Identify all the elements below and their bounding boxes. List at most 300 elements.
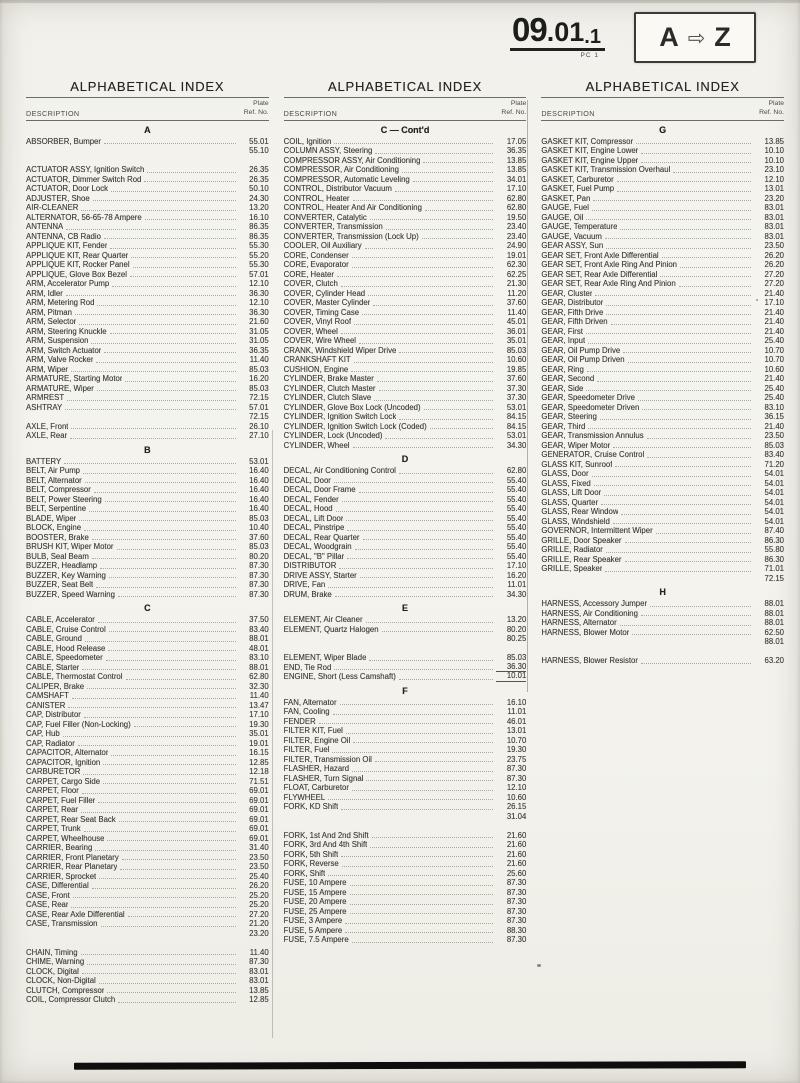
- index-row: [284, 926, 527, 936]
- index-row: [284, 260, 527, 270]
- dot-leader: [355, 549, 494, 550]
- dot-leader: [641, 162, 751, 163]
- entry-description: HARNESS, Blower Motor: [541, 627, 630, 637]
- dot-leader: [647, 457, 751, 458]
- dot-leader: [319, 723, 494, 724]
- index-row: [26, 279, 269, 289]
- entry-description: CYLINDER, Wheel: [283, 440, 350, 450]
- index-row: [284, 717, 527, 727]
- dot-leader: [641, 663, 751, 664]
- entry-description: FUSE, 25 Ampere: [283, 906, 347, 916]
- dot-leader: [83, 774, 235, 775]
- entry-ref-no: 19.50: [506, 212, 527, 222]
- index-row: [26, 891, 269, 901]
- dot-leader: [353, 200, 494, 201]
- index-row: [26, 739, 269, 749]
- entry-description: CONTROL, Heater And Air Conditioning: [283, 203, 422, 213]
- index-row: [26, 571, 269, 581]
- index-row: [26, 976, 269, 986]
- entry-ref-no: 46.01: [506, 716, 527, 726]
- dot-leader: [92, 558, 236, 559]
- dot-leader: [81, 812, 236, 813]
- entry-ref-no: 13.20: [506, 615, 527, 625]
- entry-ref-no: 37.30: [506, 383, 527, 393]
- index-row: [26, 777, 269, 787]
- dot-leader: [335, 596, 494, 597]
- entry-ref-no: 55.40: [506, 523, 527, 533]
- index-row: [26, 346, 269, 356]
- entry-ref-no: 62.30: [506, 260, 527, 270]
- entry-ref-no: 16.15: [249, 748, 269, 758]
- index-row: [284, 222, 527, 232]
- index-row: [541, 213, 784, 223]
- index-row: [26, 986, 269, 996]
- entry-description: COIL, Ignition: [283, 136, 332, 146]
- index-row: [26, 995, 269, 1005]
- dot-leader: [101, 926, 236, 927]
- dot-leader: [366, 780, 493, 781]
- entry-description: GASKET KIT, Engine Lower: [541, 146, 639, 156]
- entry-description: GEAR, Transmission Annulus: [541, 431, 644, 441]
- entry-ref-no: 23.20: [249, 928, 269, 938]
- entry-ref-no: 17.10: [764, 298, 785, 308]
- dot-leader: [67, 400, 236, 401]
- entry-ref-no: 54.01: [764, 507, 785, 517]
- index-row: [26, 615, 269, 625]
- index-row: [541, 488, 784, 498]
- entry-description: FORK, Reverse: [283, 859, 339, 869]
- dot-leader: [642, 409, 751, 410]
- entry-description: GLASS, Fixed: [541, 478, 591, 488]
- dot-leader: [353, 447, 494, 448]
- dot-leader: [593, 200, 751, 201]
- dot-leader: [109, 631, 236, 632]
- index-row: [26, 682, 269, 692]
- entry-ref-no: 23.10: [764, 165, 785, 175]
- index-row-continuation: [284, 634, 527, 644]
- entry-ref-no: 17.10: [506, 561, 527, 571]
- entry-ref-no: 80.20: [249, 551, 269, 561]
- entry-description: COVER, Master Cylinder: [283, 298, 371, 308]
- dot-leader: [613, 523, 751, 524]
- entry-ref-no: 21.40: [764, 317, 785, 327]
- dot-leader: [71, 428, 235, 429]
- section-letter: F: [402, 685, 408, 696]
- index-row: [541, 498, 784, 508]
- entry-ref-no: 86.30: [764, 554, 785, 564]
- index-row: [26, 355, 269, 365]
- entry-description: CLOCK, Non-Digital: [26, 976, 96, 986]
- index-row: [541, 469, 784, 479]
- dot-leader: [92, 888, 236, 889]
- dot-leader: [72, 698, 236, 699]
- index-row: [284, 745, 527, 755]
- index-row: [284, 764, 527, 774]
- index-row: [541, 545, 784, 555]
- entry-description: BATTERY: [26, 456, 62, 466]
- entry-ref-no: 62.80: [506, 203, 527, 213]
- dot-leader: [332, 752, 493, 753]
- entry-ref-no: 23.50: [764, 241, 785, 251]
- entry-ref-no: 24.90: [506, 241, 527, 251]
- index-row-continuation: [26, 146, 269, 156]
- entry-description: CASE, Front: [26, 890, 70, 900]
- entry-description: DECAL, Air Conditioning Control: [283, 466, 396, 476]
- entry-description: CANISTER: [26, 700, 66, 710]
- index-row-continuation: [26, 929, 269, 939]
- entry-description: CARPET, Trunk: [26, 824, 81, 834]
- entry-ref-no: 62.25: [506, 269, 527, 279]
- entry-ref-no: 21.60: [506, 849, 527, 859]
- entry-ref-no: 26.35: [249, 165, 269, 175]
- index-row: [26, 232, 269, 242]
- entry-description: CARPET, Floor: [26, 786, 79, 796]
- entry-description: BELT, Serpentine: [26, 504, 87, 514]
- entry-description: COVER, Wire Wheel: [283, 336, 357, 346]
- index-row: [541, 232, 784, 242]
- entry-ref-no: 87.30: [506, 935, 527, 945]
- dot-leader: [373, 305, 493, 306]
- index-row: [284, 571, 527, 581]
- entry-ref-no: 88.01: [764, 608, 785, 618]
- index-row: [284, 156, 527, 166]
- index-row: [541, 298, 784, 308]
- index-row: [26, 672, 269, 682]
- entry-description: APPLIQUE KIT, Fender: [26, 241, 108, 251]
- entry-ref-no: 11.20: [507, 288, 527, 298]
- entry-description: CHAIN, Timing: [26, 947, 78, 957]
- entry-description: FUSE, 20 Ampere: [283, 897, 347, 907]
- dot-leader: [353, 742, 493, 743]
- entry-ref-no: 69.01: [249, 786, 269, 796]
- dot-leader: [413, 181, 494, 182]
- index-row: [541, 599, 784, 609]
- entry-description: FLYWHEEL: [283, 792, 326, 802]
- index-row: [26, 967, 269, 977]
- entry-ref-no: 12.85: [249, 995, 269, 1005]
- entry-description: COMPRESSOR ASSY, Air Conditioning: [283, 155, 421, 165]
- entry-description: ELEMENT, Quartz Halogen: [283, 624, 379, 634]
- entry-description: GEAR, Fifth Driven: [541, 317, 608, 327]
- entry-ref-no: 16.40: [249, 494, 269, 504]
- dot-leader: [106, 660, 236, 661]
- entry-ref-no: 26.20: [249, 881, 269, 891]
- dot-leader: [144, 181, 235, 182]
- entry-ref-no: 13.85: [506, 155, 527, 165]
- dot-leader: [96, 362, 235, 363]
- entry-description: CAP, Radiator: [26, 738, 75, 748]
- entry-description: BUZZER, Seat Belt: [26, 580, 94, 590]
- index-row: [26, 767, 269, 777]
- dot-leader: [352, 267, 494, 268]
- entry-ref-no: 85.03: [506, 345, 527, 355]
- dot-leader: [99, 878, 235, 879]
- entry-ref-no: 21.60: [249, 317, 269, 327]
- index-row: [541, 403, 784, 413]
- entry-description: FUSE, 10 Ampere: [283, 878, 347, 888]
- entry-description: FORK, Shift: [283, 868, 326, 878]
- dot-leader: [350, 913, 494, 914]
- entry-description: FUSE, 15 Ampere: [283, 887, 347, 897]
- entry-description: ARM, Suspension: [26, 336, 89, 346]
- index-row: [26, 634, 269, 644]
- dot-leader: [372, 837, 494, 838]
- index-row: [541, 336, 784, 346]
- index-row: [541, 156, 784, 166]
- entry-description: FILTER, Transmission Oil: [283, 754, 372, 764]
- index-row: [284, 298, 527, 308]
- entry-description: CABLE, Thermostat Control: [26, 672, 123, 682]
- entry-description: GEAR, Side: [541, 383, 584, 393]
- entry-ref-no: 55.20: [249, 250, 269, 260]
- entry-ref-no: 71.01: [764, 564, 785, 574]
- entry-ref-no: 62.80: [506, 466, 527, 476]
- entry-description: ELEMENT, Air Cleaner: [283, 615, 363, 625]
- entry-description: COIL, Compressor Clutch: [26, 995, 116, 1005]
- plate-ref-header: [244, 100, 269, 118]
- index-row: [284, 384, 527, 394]
- scan-edge: [0, 0, 800, 3]
- dot-leader: [66, 295, 236, 296]
- index-row: [284, 533, 527, 543]
- entry-description: CASE, Rear: [26, 900, 69, 910]
- entry-description: CASE, Differential: [26, 881, 89, 891]
- entry-ref-no: 12.85: [249, 757, 269, 767]
- entry-ref-no: 19.30: [249, 719, 269, 729]
- dot-leader: [79, 324, 235, 325]
- entry-ref-no: 21.40: [764, 374, 785, 384]
- dot-leader: [399, 473, 493, 474]
- entry-description: ARM, Pitman: [26, 307, 72, 317]
- index-row: [284, 590, 527, 600]
- dot-leader: [107, 840, 235, 841]
- entry-ref-no: 31.05: [249, 336, 269, 346]
- entry-description: CARRIER, Front Planetary: [26, 852, 119, 862]
- entry-ref-no: 11.40: [249, 691, 269, 701]
- description-header: DESCRIPTION: [26, 108, 80, 118]
- index-row: [26, 466, 269, 476]
- index-row: [541, 517, 784, 527]
- dot-leader: [84, 530, 236, 531]
- index-row: [284, 327, 527, 337]
- dot-leader: [370, 219, 494, 220]
- index-row: [284, 552, 527, 562]
- entry-description: CYLINDER, Brake Master: [283, 374, 374, 384]
- entry-description: DECAL, Pinstripe: [283, 523, 345, 533]
- entry-ref-no: 23.75: [506, 754, 527, 764]
- dot-leader: [131, 257, 235, 258]
- index-row: [541, 346, 784, 356]
- entry-description: FLASHER, Turn Signal: [283, 773, 364, 783]
- dot-leader: [625, 561, 751, 562]
- entry-description: ANTENNA, CB Radio: [26, 231, 101, 241]
- entry-ref-no: 25.40: [249, 871, 269, 881]
- entry-description: CUSHION, Engine: [283, 364, 349, 374]
- index-column-3: [541, 79, 784, 1005]
- entry-description: GEAR, Ring: [541, 364, 584, 374]
- entry-ref-no: 86.30: [764, 535, 785, 545]
- dot-leader: [105, 501, 236, 502]
- entry-ref-no: 16.20: [249, 374, 269, 384]
- entry-ref-no: 85.03: [506, 653, 527, 663]
- entry-ref-no: 69.01: [249, 795, 269, 805]
- section-letter: D: [401, 454, 409, 465]
- index-row: [541, 355, 784, 365]
- dot-leader: [632, 634, 751, 635]
- dot-leader: [613, 447, 751, 448]
- entry-ref-no: 45.01: [506, 317, 527, 327]
- dot-leader: [92, 539, 236, 540]
- index-row: [541, 165, 784, 175]
- index-row: [284, 289, 527, 299]
- dot-leader: [621, 514, 751, 515]
- index-row: [26, 165, 269, 175]
- entry-description: CARBURETOR: [26, 767, 81, 777]
- index-row: [541, 327, 784, 337]
- entry-ref-no: 55.40: [506, 532, 527, 542]
- index-row: [284, 393, 527, 403]
- dot-leader: [352, 771, 493, 772]
- entry-ref-no: 71.51: [249, 776, 269, 786]
- dot-leader: [134, 726, 236, 727]
- entry-description: CARPET, Rear Seat Back: [26, 814, 116, 824]
- entry-description: CRANKSHAFT KIT: [283, 355, 351, 365]
- index-row-continuation: [541, 637, 784, 647]
- index-row: [284, 504, 527, 514]
- entry-description: CABLE, Hood Release: [26, 643, 106, 653]
- dot-leader: [347, 530, 493, 531]
- entry-ref-no: 13.01: [506, 726, 527, 736]
- entry-ref-no: 34.30: [506, 440, 527, 450]
- entry-description: AIR-CLEANER: [26, 203, 79, 213]
- entry-description: CLOCK, Digital: [26, 966, 79, 976]
- entry-ref-no: 55.80: [764, 545, 785, 555]
- index-row: [26, 194, 269, 204]
- entry-ref-no: 17.05: [506, 136, 527, 146]
- dot-leader: [604, 495, 751, 496]
- entry-ref-no: 11.40: [507, 307, 527, 317]
- index-row: [26, 365, 269, 375]
- entry-description: GEAR, Steering: [541, 412, 597, 422]
- entry-ref-no: 69.01: [249, 833, 269, 843]
- index-row: [541, 536, 784, 546]
- entry-ref-no: 12.10: [249, 279, 269, 289]
- index-row: [26, 843, 269, 853]
- dot-leader: [601, 504, 751, 505]
- index-row: [26, 393, 269, 403]
- entry-ref-no: 54.01: [764, 516, 785, 526]
- entry-ref-no: 88.01: [764, 599, 785, 609]
- dot-leader: [147, 172, 235, 173]
- entry-description: ARMATURE, Wiper: [26, 383, 94, 393]
- dot-leader: [126, 679, 236, 680]
- entry-description: GEAR, Oil Pump Drive: [541, 345, 621, 355]
- column-separator-line: [272, 430, 273, 1038]
- index-row: [284, 137, 527, 147]
- entry-description: GOVERNOR, Intermittent Wiper: [541, 526, 653, 536]
- index-row: [26, 720, 269, 730]
- entry-ref-no: 23.50: [764, 431, 785, 441]
- dot-leader: [125, 381, 235, 382]
- dot-leader: [111, 755, 235, 756]
- index-row: [284, 317, 527, 327]
- dot-leader: [341, 856, 493, 857]
- entry-description: DRUM, Brake: [283, 589, 332, 599]
- entry-ref-no: 88.01: [249, 634, 269, 644]
- column-title: ALPHABETICAL INDEX: [70, 79, 225, 94]
- index-row: [284, 466, 527, 476]
- index-row: [284, 755, 527, 765]
- entry-description: DECAL, Hood: [283, 504, 333, 514]
- dot-leader: [93, 200, 236, 201]
- dot-leader: [328, 799, 493, 800]
- entry-description: CABLE, Ground: [26, 634, 82, 644]
- entry-ref-no: 25.40: [764, 383, 785, 393]
- entry-ref-no: 23.50: [249, 862, 269, 872]
- entry-description: GAUGE, Vacuum: [541, 231, 602, 241]
- section-letter: G: [659, 124, 667, 135]
- entry-ref-no: 71.20: [764, 459, 785, 469]
- entry-description: DRIVE, Fan: [283, 580, 326, 590]
- dot-leader: [363, 539, 494, 540]
- entry-ref-no: 16.40: [249, 475, 269, 485]
- dot-leader: [84, 831, 236, 832]
- dot-leader: [352, 942, 494, 943]
- entry-description: FORK, 3rd And 4th Shift: [283, 840, 368, 850]
- entry-description: GASKET, Pan: [541, 193, 591, 203]
- index-row: [26, 422, 269, 432]
- dot-leader: [339, 568, 493, 569]
- entry-ref-no: 87.30: [506, 887, 527, 897]
- entry-description: BELT, Alternator: [26, 475, 82, 485]
- entry-description: BRUSH KIT, Wiper Motor: [26, 542, 114, 552]
- entry-description: ARM, Idler: [26, 288, 63, 298]
- entry-ref-no: 83.40: [249, 624, 269, 634]
- entry-ref-no: 55.30: [249, 241, 269, 251]
- entry-ref-no: 31.40: [249, 843, 269, 853]
- dot-leader: [71, 907, 235, 908]
- dot-leader: [104, 352, 235, 353]
- index-row: [541, 317, 784, 327]
- entry-ref-no: 36.30: [249, 288, 269, 298]
- description-header: DESCRIPTION: [541, 108, 595, 118]
- entry-ref-no: 83.01: [249, 976, 269, 986]
- entry-description: FLASHER, Hazard: [283, 764, 350, 774]
- entry-ref-no: 62.80: [506, 193, 527, 203]
- entry-ref-no: 21.40: [764, 326, 785, 336]
- entry-description: ELEMENT, Wiper Blade: [283, 653, 367, 663]
- entry-ref-no: 16.20: [506, 570, 527, 580]
- entry-description: ARM, Switch Actuator: [26, 345, 102, 355]
- entry-description: GEAR, Third: [541, 421, 586, 431]
- entry-ref-no: 21.20: [249, 919, 269, 929]
- entry-ref-no: 84.15: [506, 421, 527, 431]
- entry-description: GEAR SET, Front Axle Differential: [541, 250, 659, 260]
- entry-description: CARPET, Fuel Filler: [26, 795, 96, 805]
- entry-ref-no: 86.35: [249, 231, 269, 241]
- index-row: [284, 251, 527, 261]
- entry-ref-no: 55.40: [506, 475, 527, 485]
- entry-ref-no: 36.30: [249, 307, 269, 317]
- entry-ref-no: 13.85: [764, 136, 785, 146]
- entry-description: ARM, Valve Rocker: [26, 355, 94, 365]
- dot-leader: [399, 679, 493, 680]
- dot-leader: [360, 577, 494, 578]
- index-row: [284, 802, 527, 812]
- index-row: [541, 251, 784, 261]
- plate-ref-header: [501, 100, 526, 118]
- entry-ref-no: 37.30: [506, 393, 527, 403]
